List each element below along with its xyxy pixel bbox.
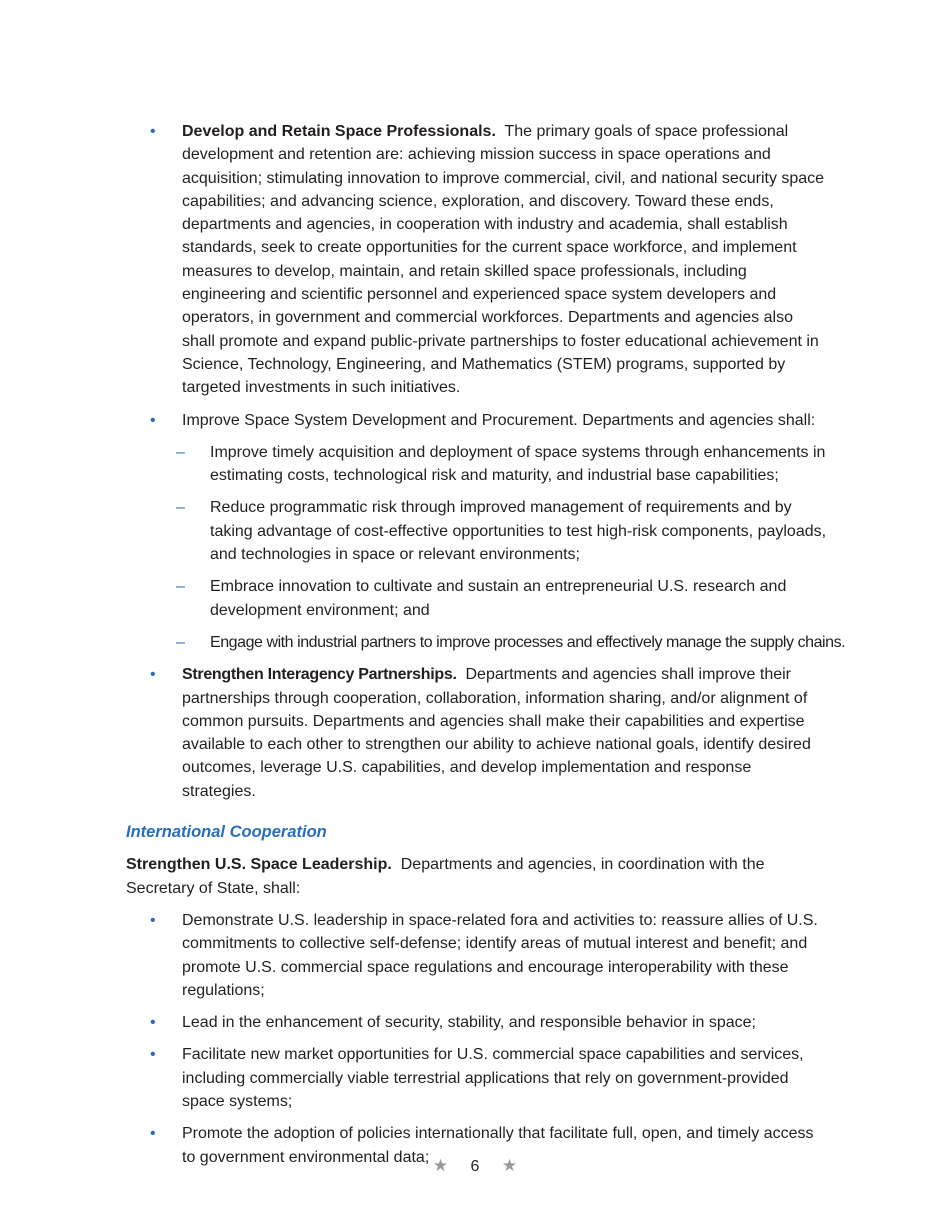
bullet-text: Lead in the enhancement of security, stability, and responsible behavior in space; (182, 1014, 756, 1032)
bullet-market-opportunities (126, 1043, 828, 1113)
bullet-develop-retain (126, 120, 828, 400)
bullet-lead: Develop and Retain Space Professionals. (182, 123, 496, 140)
bullet-text: Facilitate new market opportunities for U.S. commercial space capabilities and services, including commercially viable terrestrial applications that rely on government-provided space systems; (182, 1046, 804, 1110)
sub-item-text: Reduce programmatic risk through improved management of requirements and by taking advantage of cost-effective opportunities to test high-risk components, payloads, and technologies in space or relevant environments; (210, 499, 827, 564)
dash-marker: – (176, 633, 185, 651)
section-heading: International Cooperation (126, 823, 327, 842)
star-icon: ★ (501, 1156, 518, 1175)
bullet-marker: • (150, 123, 156, 140)
bullet-lead: Strengthen Interagency Partnerships. (182, 666, 457, 684)
bullet-marker: • (150, 666, 156, 684)
sub-item-supply-chains (126, 631, 846, 654)
sub-item-text: Improve timely acquisition and deployment of space systems through enhancements in estimating costs, technological risk and maturity, and industrial base capabilities; (210, 443, 826, 485)
page-content (126, 120, 846, 1178)
dash-marker: – (176, 443, 185, 461)
bullet-text: Demonstrate U.S. leadership in space-related fora and activities to: reassure allies of U.S. commitments to collective self-defense; identify areas of mutual interest and benefit; and promote U.S. commercial space regulations and encourage interoperability with these regulations; (182, 911, 818, 999)
sub-item-innovation (126, 575, 828, 622)
page-number: 6 (470, 1158, 480, 1175)
sub-item-acquisition (126, 441, 828, 488)
bullet-text: The primary goals of space professional development and retention are: achieving mission success in space operations and acquisition; stimulating innovation to improve commercial, civil, and national security space capabilities; and advancing science, exploration, and discovery. Toward these ends, departments and agencies, in cooperation with industry and academia, shall establish standards, seek to create opportunities for the current space workforce, and implement measures to develop, maintain, and retain skilled space professionals, including engineering and scientific personnel and experienced space system developers and operators, in government and commercial workforces. Departments and agencies also shall promote and expand public-private partnerships to foster educational achievement in Science, Technology, Engineering, and Mathematics (STEM) programs, supported by targeted investments in such initiatives. (182, 123, 825, 397)
intro-text: Departments and agencies, in coordination with the Secretary of State, shall: (126, 856, 765, 897)
bullet-demonstrate-leadership (126, 909, 828, 1002)
sub-item-text: Embrace innovation to cultivate and sustain an entrepreneurial U.S. research and development environment; and (210, 578, 787, 619)
intro-lead: Strengthen U.S. Space Leadership. (126, 856, 392, 874)
bullet-text: Departments and agencies shall improve their partnerships through cooperation, collaboration, information sharing, and/or alignment of common pursuits. Departments and agencies shall make their capabilities and expertise available to each other to strengthen our ability to achieve national goals, identify desired outcomes, leverage U.S. capabilities, and develop implementation and response strategies. (182, 666, 811, 800)
bullet-marker: • (150, 1014, 156, 1032)
bullet-marker: • (150, 911, 156, 929)
bullet-text: Promote the adoption of policies internationally that facilitate full, open, and timely access to government environmental data; (182, 1125, 814, 1166)
section-intro (126, 853, 828, 900)
sub-item-risk (126, 496, 828, 566)
dash-marker: – (176, 499, 185, 517)
bullet-improve-procurement (126, 409, 828, 432)
bullet-lead-enhancement (126, 1011, 828, 1034)
bullet-interagency (126, 663, 828, 803)
bullet-marker: • (150, 1125, 156, 1143)
page-footer (0, 1156, 950, 1176)
bullet-marker: • (150, 411, 156, 429)
bullet-text: Improve Space System Development and Procurement. Departments and agencies shall: (182, 411, 816, 429)
bullet-marker: • (150, 1046, 156, 1064)
star-icon: ★ (432, 1156, 449, 1175)
dash-marker: – (176, 578, 185, 596)
sub-item-text: Engage with industrial partners to improve processes and effectively manage the supply chains. (210, 633, 846, 651)
